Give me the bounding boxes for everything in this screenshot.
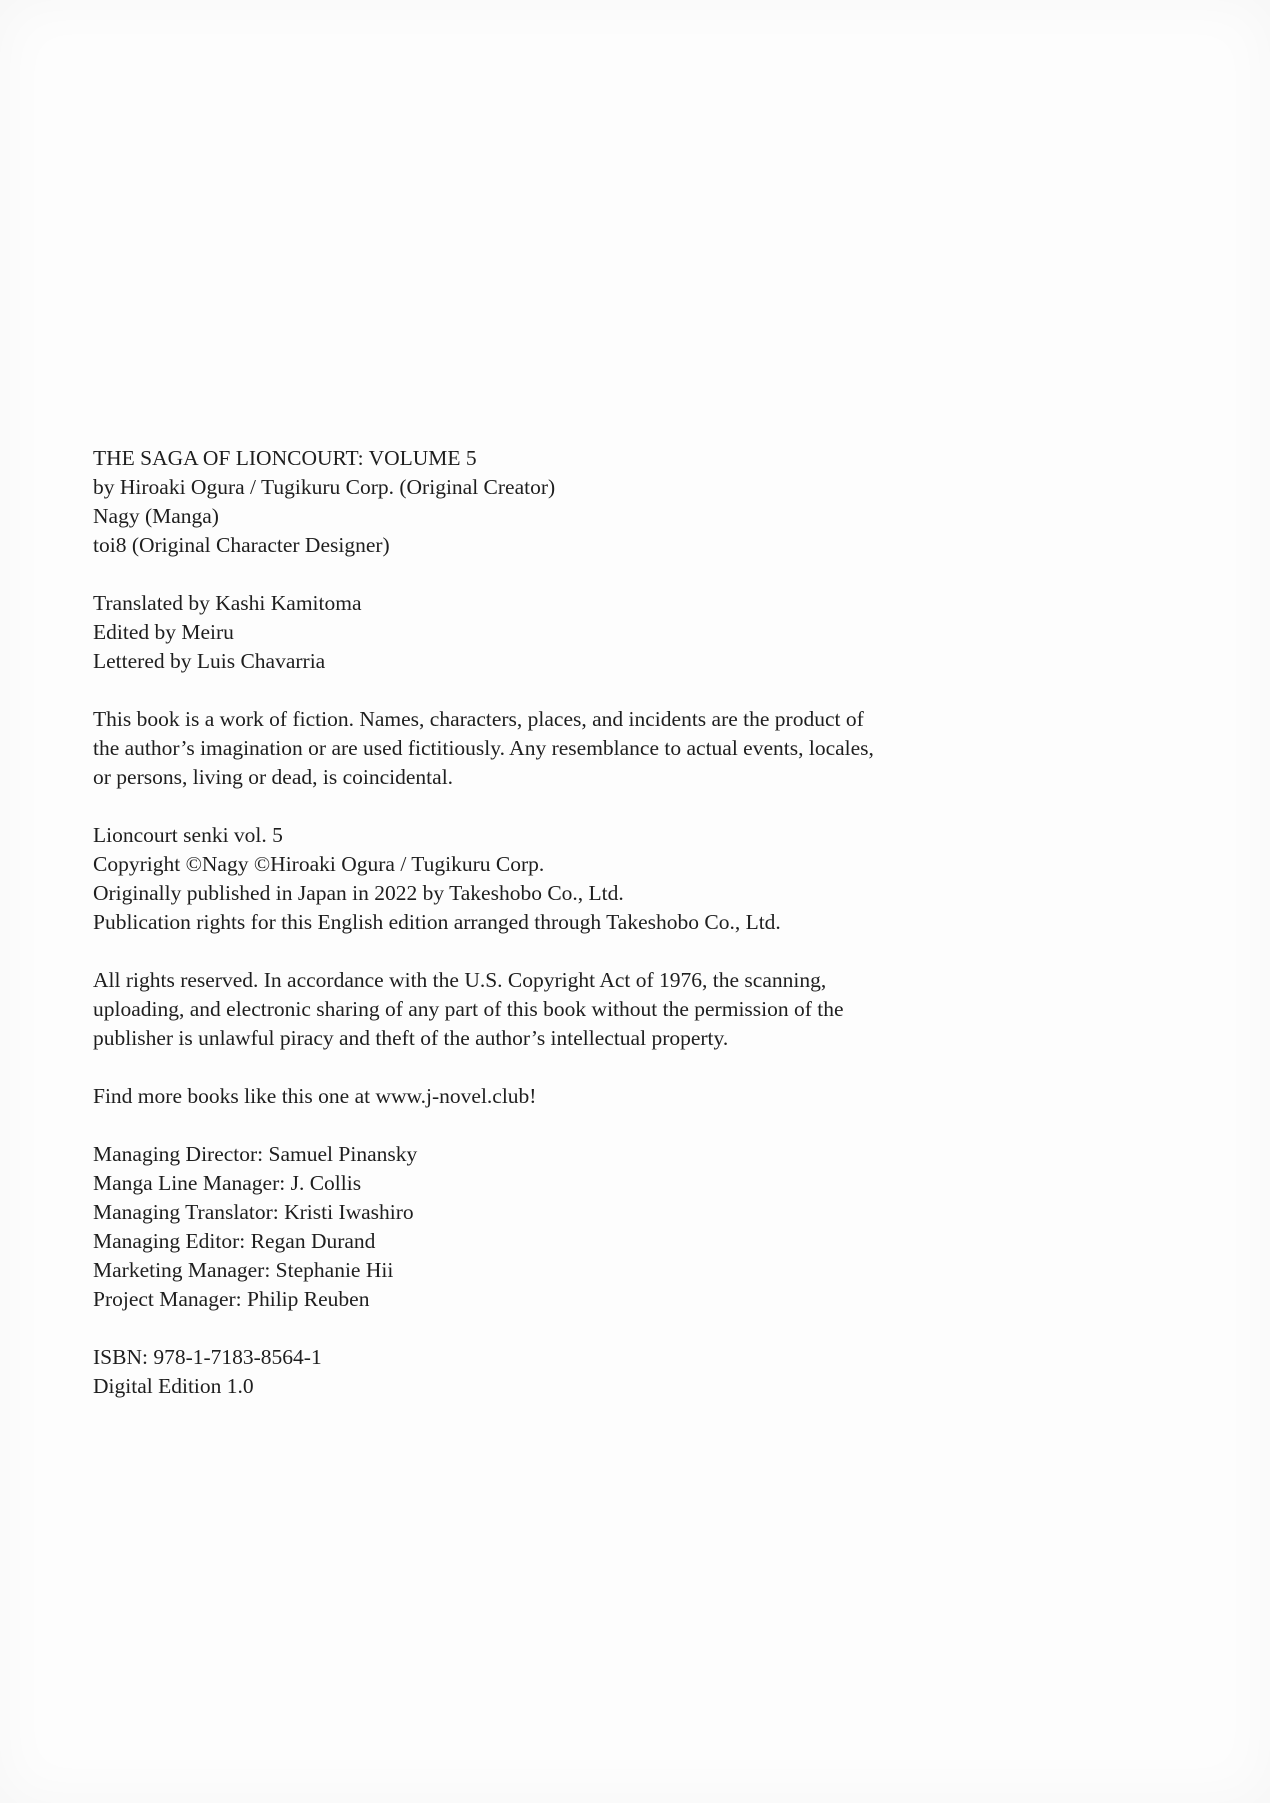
project-manager-credit: Project Manager: Philip Reuben xyxy=(93,1287,370,1311)
rights-notice-block xyxy=(93,966,1093,1053)
fiction-disclaimer-line: or persons, living or dead, is coincidental. xyxy=(93,765,454,789)
title-block xyxy=(93,444,1093,560)
edition-line: Digital Edition 1.0 xyxy=(93,1374,254,1398)
publication-rights-line: Publication rights for this English edition arranged through Takeshobo Co., Ltd. xyxy=(93,910,781,934)
letterer-credit: Lettered by Luis Chavarria xyxy=(93,649,326,673)
copyright-line: Copyright ©Nagy ©Hiroaki Ogura / Tugikuru Corp. xyxy=(93,852,545,876)
staff-list-block xyxy=(93,1140,1093,1314)
rights-notice-line: publisher is unlawful piracy and theft of the author’s intellectual property. xyxy=(93,1026,729,1050)
book-title: THE SAGA OF LIONCOURT: VOLUME 5 xyxy=(93,446,477,470)
fiction-disclaimer-line: the author’s imagination or are used fictitiously. Any resemblance to actual events, locales, xyxy=(93,736,874,760)
marketing-manager-credit: Marketing Manager: Stephanie Hii xyxy=(93,1258,394,1282)
manga-line-manager-credit: Manga Line Manager: J. Collis xyxy=(93,1171,362,1195)
copyright-block xyxy=(93,821,1093,937)
rights-notice-line: All rights reserved. In accordance with the U.S. Copyright Act of 1976, the scanning, xyxy=(93,968,827,992)
edition-block xyxy=(93,1343,1093,1401)
isbn-line: ISBN: 978-1-7183-8564-1 xyxy=(93,1345,322,1369)
rights-notice-line: uploading, and electronic sharing of any part of this book without the permission of the xyxy=(93,997,844,1021)
translator-credit: Translated by Kashi Kamitoma xyxy=(93,591,362,615)
original-creator-credit: by Hiroaki Ogura / Tugikuru Corp. (Original Creator) xyxy=(93,475,556,499)
fiction-disclaimer-line: This book is a work of fiction. Names, characters, places, and incidents are the product of xyxy=(93,707,864,731)
promo-block xyxy=(93,1082,1093,1111)
original-publication-line: Originally published in Japan in 2022 by Takeshobo Co., Ltd. xyxy=(93,881,624,905)
promo-line: Find more books like this one at www.j-novel.club! xyxy=(93,1084,537,1108)
original-title: Lioncourt senki vol. 5 xyxy=(93,823,283,847)
colophon-content xyxy=(93,444,1093,1401)
editor-credit: Edited by Meiru xyxy=(93,620,234,644)
character-designer-credit: toi8 (Original Character Designer) xyxy=(93,533,390,557)
translation-credits-block xyxy=(93,589,1093,676)
managing-director-credit: Managing Director: Samuel Pinansky xyxy=(93,1142,418,1166)
fiction-disclaimer-block xyxy=(93,705,1093,792)
managing-editor-credit: Managing Editor: Regan Durand xyxy=(93,1229,376,1253)
managing-translator-credit: Managing Translator: Kristi Iwashiro xyxy=(93,1200,414,1224)
manga-artist-credit: Nagy (Manga) xyxy=(93,504,219,528)
